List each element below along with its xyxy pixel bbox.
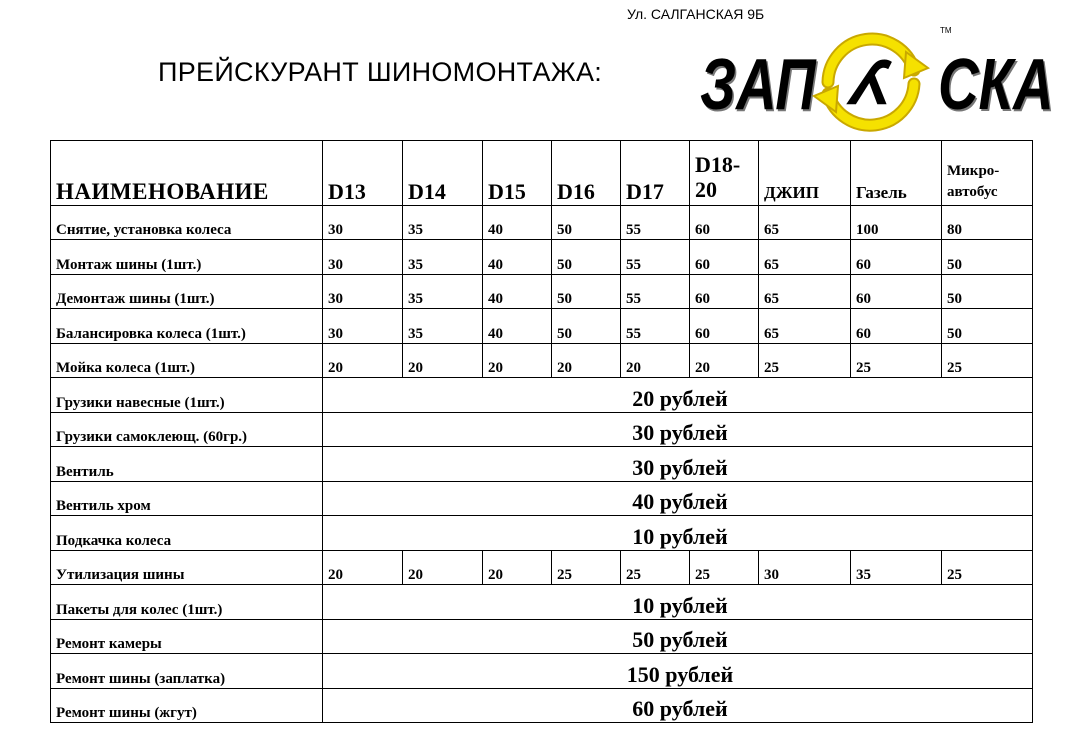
col-header-d16: D16	[552, 141, 621, 206]
price-cell: 40	[483, 275, 552, 309]
col-header-d15: D15	[483, 141, 552, 206]
price-cell: 65	[759, 275, 851, 309]
table-row	[51, 309, 1033, 344]
price-cell: 50	[552, 206, 621, 240]
row-name: Утилизация шины	[51, 551, 323, 585]
row-name: Вентиль	[51, 447, 323, 482]
flat-price-cell: 40 рублей	[323, 482, 1033, 516]
table-row	[51, 620, 1033, 654]
price-cell: 50	[942, 240, 1033, 275]
flat-price-cell: 60 рублей	[323, 689, 1033, 723]
price-cell: 30	[323, 309, 403, 344]
price-cell: 60	[690, 206, 759, 240]
table-row	[51, 378, 1033, 413]
col-header-micro-line2: автобус	[947, 184, 998, 200]
flat-price-cell: 20 рублей	[323, 378, 1033, 413]
col-header-d18-line2: 20	[695, 177, 717, 202]
row-name: Демонтаж шины (1шт.)	[51, 275, 323, 309]
table-row	[51, 516, 1033, 551]
table-row	[51, 206, 1033, 240]
price-cell: 40	[483, 240, 552, 275]
row-name: Пакеты для колес (1шт.)	[51, 585, 323, 620]
price-cell: 20	[621, 344, 690, 378]
col-header-d13: D13	[323, 141, 403, 206]
price-cell: 60	[690, 309, 759, 344]
price-cell: 20	[552, 344, 621, 378]
price-cell: 20	[403, 344, 483, 378]
row-name: Ремонт шины (заплатка)	[51, 654, 323, 689]
price-cell: 30	[323, 206, 403, 240]
price-cell: 35	[851, 551, 942, 585]
address: Ул. САЛГАНСКАЯ 9Б	[627, 6, 765, 22]
flat-price-cell: 50 рублей	[323, 620, 1033, 654]
price-cell: 55	[621, 309, 690, 344]
price-cell: 35	[403, 275, 483, 309]
row-name: Грузики самоклеющ. (60гр.)	[51, 413, 323, 447]
price-cell: 50	[942, 309, 1033, 344]
price-cell: 25	[552, 551, 621, 585]
price-cell: 60	[851, 240, 942, 275]
price-cell: 60	[851, 275, 942, 309]
price-cell: 60	[851, 309, 942, 344]
price-cell: 20	[323, 551, 403, 585]
price-cell: 80	[942, 206, 1033, 240]
row-name: Ремонт шины (жгут)	[51, 689, 323, 723]
price-cell: 35	[403, 206, 483, 240]
col-header-micro-line1: Микро-	[947, 163, 1000, 179]
row-name: Снятие, установка колеса	[51, 206, 323, 240]
row-name: Монтаж шины (1шт.)	[51, 240, 323, 275]
price-cell: 60	[690, 275, 759, 309]
table-row	[51, 551, 1033, 585]
logo-text-left: ЗАП	[700, 45, 816, 125]
logo-emblem-icon	[806, 22, 936, 140]
price-cell: 30	[323, 240, 403, 275]
price-cell: 55	[621, 275, 690, 309]
flat-price-cell: 30 рублей	[323, 447, 1033, 482]
price-cell: 30	[759, 551, 851, 585]
page-title: ПРЕЙСКУРАНТ ШИНОМОНТАЖА:	[158, 57, 603, 87]
table-row	[51, 482, 1033, 516]
table-row	[51, 413, 1033, 447]
price-cell: 25	[690, 551, 759, 585]
price-cell: 25	[942, 344, 1033, 378]
row-name: Ремонт камеры	[51, 620, 323, 654]
price-cell: 40	[483, 309, 552, 344]
price-cell: 50	[552, 240, 621, 275]
col-header-d18-20	[690, 141, 759, 206]
price-cell: 50	[552, 309, 621, 344]
price-cell: 25	[851, 344, 942, 378]
table-header-row	[51, 141, 1033, 206]
price-cell: 65	[759, 309, 851, 344]
flat-price-cell: 10 рублей	[323, 516, 1033, 551]
table-body	[51, 206, 1033, 723]
price-cell: 30	[323, 275, 403, 309]
price-cell: 100	[851, 206, 942, 240]
flat-price-cell: 150 рублей	[323, 654, 1033, 689]
price-cell: 20	[403, 551, 483, 585]
table-row	[51, 585, 1033, 620]
price-cell: 55	[621, 206, 690, 240]
price-cell: 35	[403, 309, 483, 344]
logo-emblem-letter: У	[850, 46, 894, 118]
price-cell: 35	[403, 240, 483, 275]
logo	[700, 22, 1060, 140]
row-name: Мойка колеса (1шт.)	[51, 344, 323, 378]
price-cell: 20	[690, 344, 759, 378]
row-name: Грузики навесные (1шт.)	[51, 378, 323, 413]
price-table	[50, 140, 1033, 723]
table-row	[51, 344, 1033, 378]
price-cell: 20	[483, 551, 552, 585]
col-header-microbus	[942, 141, 1033, 206]
price-cell: 25	[759, 344, 851, 378]
col-header-jeep: ДЖИП	[759, 141, 851, 206]
row-name: Подкачка колеса	[51, 516, 323, 551]
col-header-name: НАИМЕНОВАНИЕ	[51, 141, 323, 206]
price-cell: 25	[942, 551, 1033, 585]
price-cell: 65	[759, 206, 851, 240]
flat-price-cell: 10 рублей	[323, 585, 1033, 620]
price-cell: 20	[483, 344, 552, 378]
table-row	[51, 275, 1033, 309]
col-header-d18-line1: D18-	[695, 152, 741, 177]
col-header-d17: D17	[621, 141, 690, 206]
price-cell: 50	[942, 275, 1033, 309]
price-cell: 50	[552, 275, 621, 309]
row-name: Балансировка колеса (1шт.)	[51, 309, 323, 344]
row-name: Вентиль хром	[51, 482, 323, 516]
price-cell: 60	[690, 240, 759, 275]
price-cell: 55	[621, 240, 690, 275]
col-header-gazel: Газель	[851, 141, 942, 206]
col-header-d14: D14	[403, 141, 483, 206]
table-row	[51, 689, 1033, 723]
logo-text-right: СКА	[938, 45, 1054, 125]
table-row	[51, 447, 1033, 482]
flat-price-cell: 30 рублей	[323, 413, 1033, 447]
price-cell: 65	[759, 240, 851, 275]
table-row	[51, 240, 1033, 275]
table-row	[51, 654, 1033, 689]
price-cell: 25	[621, 551, 690, 585]
price-cell: 20	[323, 344, 403, 378]
logo-tm: TM	[940, 26, 952, 35]
price-cell: 40	[483, 206, 552, 240]
